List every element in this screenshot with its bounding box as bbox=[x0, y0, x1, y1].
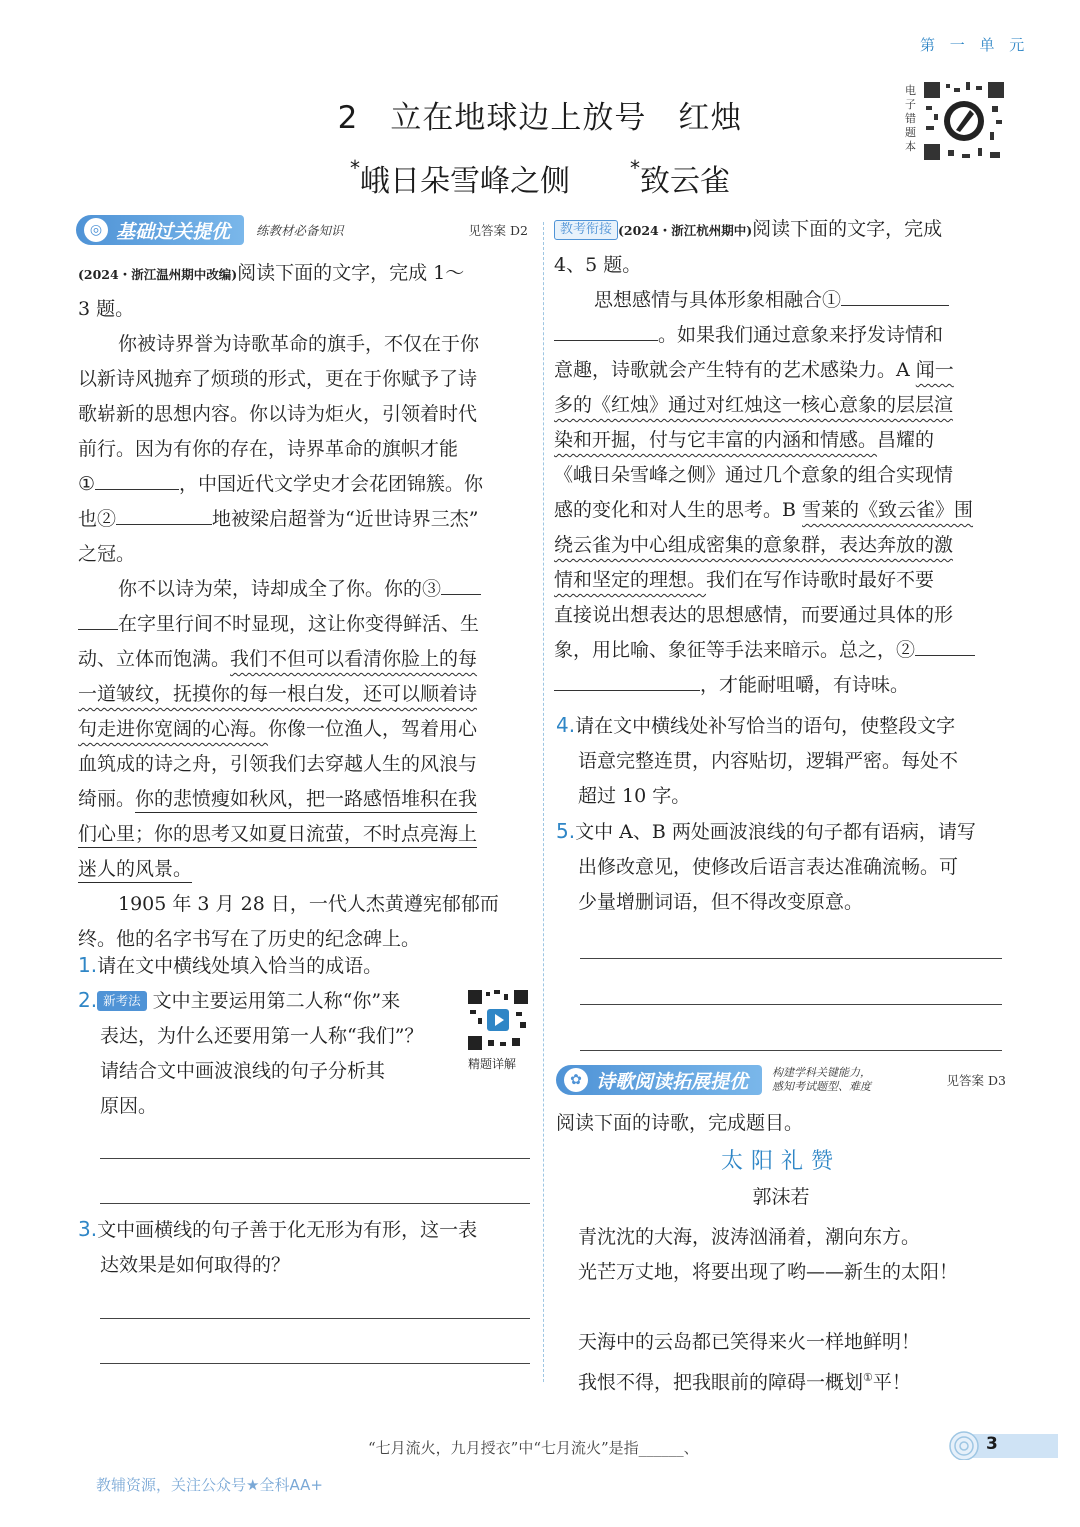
page-number: 3 bbox=[986, 1434, 998, 1454]
banner-title: 诗歌阅读拓展提优 bbox=[596, 1070, 749, 1093]
text-span: 你像一位渔人，驾着用心 bbox=[268, 718, 478, 740]
text-span: 绮丽。 bbox=[78, 788, 136, 810]
poem-line: 光芒万丈地，将要出现了哟——新生的太阳！ bbox=[578, 1261, 959, 1283]
fill-blank-3a[interactable] bbox=[441, 572, 481, 595]
fill-blank-3b[interactable] bbox=[78, 607, 118, 630]
text-span: 在字里行间不时显现，这让你变得鲜活、生 bbox=[118, 613, 480, 635]
text-span: 感的变化和对人生的思考。B bbox=[554, 499, 803, 521]
text-line bbox=[78, 712, 534, 747]
text-line: 以新诗风抛弃了烦琐的形式，更在于你赋予了诗 bbox=[78, 368, 478, 390]
text-line bbox=[78, 782, 534, 817]
target-icon: ◎ bbox=[84, 218, 108, 242]
text-line bbox=[554, 353, 1004, 388]
answer-ref: 见答案 D3 bbox=[946, 1073, 1006, 1088]
intro-text: 阅读下面的文字，完成 1～ bbox=[237, 262, 465, 284]
answer-line[interactable] bbox=[100, 1203, 530, 1204]
text-line: 你被诗界誉为诗歌革命的旗手，不仅在于你 bbox=[118, 333, 480, 355]
qr-caption: 精题详解 bbox=[468, 1057, 517, 1071]
question-number: 5. bbox=[556, 819, 576, 843]
text-line bbox=[554, 633, 1004, 668]
text-line: 1905 年 3 月 28 日，一代人杰黄遵宪郁郁而 bbox=[118, 893, 499, 915]
text-line bbox=[554, 668, 1004, 703]
text-line: 原因。 bbox=[100, 1095, 158, 1117]
fill-blank-1b[interactable] bbox=[554, 318, 658, 341]
text-line bbox=[554, 283, 1004, 318]
source-note: (2024・浙江温州期中改编) bbox=[78, 267, 238, 282]
poem-line: 天海中的云岛都已笑得来火一样地鲜明！ bbox=[578, 1331, 921, 1353]
lesson-title: 2 立在地球边上放号 红烛 bbox=[337, 100, 743, 136]
intro-text: 阅读下面的文字，完成 bbox=[752, 218, 943, 240]
wavy-sentence-a: 闻一 bbox=[915, 359, 954, 381]
text-line bbox=[554, 493, 1004, 528]
text-span: ，才能耐咀嚼，有诗味。 bbox=[700, 674, 910, 696]
text-span: 我恨不得，把我眼前的障碍一概划 bbox=[578, 1371, 864, 1394]
text-line: 语意完整连贯，内容贴切，逻辑严密。每处不 bbox=[578, 750, 959, 772]
text-span: 你不以诗为荣，诗却成全了你。你的③ bbox=[118, 578, 442, 600]
flower-icon: ✿ bbox=[564, 1068, 588, 1092]
source-note: (2024・浙江杭州期中) bbox=[618, 223, 753, 238]
answer-line[interactable] bbox=[580, 1050, 1002, 1051]
text-line bbox=[554, 212, 1004, 248]
question-text: 文中 A、B 两处画波浪线的句子都有语病，请写 bbox=[575, 821, 976, 843]
asterisk-mark: * bbox=[350, 156, 360, 180]
banner-pill bbox=[76, 215, 244, 245]
new-method-tag: 新考法 bbox=[97, 991, 147, 1011]
text-line: 《峨日朵雪峰之侧》通过几个意象的组合实现情 bbox=[554, 464, 954, 486]
fill-blank-2a[interactable] bbox=[915, 633, 975, 656]
text-line: 之冠。 bbox=[78, 543, 136, 565]
text-line bbox=[78, 467, 534, 502]
poem-body bbox=[578, 1220, 1008, 1400]
text-line: 血筑成的诗之舟，引领我们去穿越人生的风浪与 bbox=[78, 753, 478, 775]
text-line: 表达，为什么还要用第一人称“我们”？ bbox=[100, 1025, 424, 1047]
banner-sub-line: 构建学科关键能力， bbox=[772, 1066, 872, 1079]
question-number: 4. bbox=[556, 713, 576, 737]
question-number: 2. bbox=[78, 988, 98, 1012]
banner-sub bbox=[772, 1066, 871, 1094]
text-line bbox=[556, 708, 1006, 744]
text-line bbox=[78, 983, 458, 1019]
text-span: 平！ bbox=[872, 1371, 911, 1394]
text-line: 3 题。 bbox=[78, 298, 135, 320]
text-line: 超过 10 字。 bbox=[578, 785, 691, 807]
poem-title-b: 致云雀 bbox=[640, 164, 730, 199]
text-line: 达效果是如何取得的？ bbox=[100, 1254, 291, 1276]
text-line bbox=[554, 423, 1004, 458]
poem-author: 郭沫若 bbox=[752, 1186, 810, 1208]
question-5 bbox=[556, 814, 1006, 920]
text-line bbox=[78, 502, 534, 537]
text-line bbox=[554, 318, 1004, 353]
fill-blank-1[interactable] bbox=[95, 467, 179, 490]
question-number: 1. bbox=[78, 953, 98, 977]
banner-title: 基础过关提优 bbox=[116, 220, 231, 243]
poem-intro: 阅读下面的诗歌，完成题目。 bbox=[556, 1112, 804, 1134]
text-span: ，中国近代文学史才会花团锦簇。你 bbox=[179, 473, 484, 495]
banner-sub-line: 感知考试题型、难度 bbox=[772, 1080, 872, 1093]
footer-question: “七月流火，九月授衣”中“七月流火”是指______、 bbox=[368, 1439, 699, 1457]
blank-marker: ① bbox=[78, 473, 96, 495]
text-line bbox=[78, 572, 534, 607]
section-banner-poetry bbox=[556, 1064, 1006, 1096]
question-4 bbox=[556, 708, 1006, 814]
page-number-badge bbox=[948, 1430, 1058, 1460]
wavy-sentence-b: 绕云雀为中心组成密集的意象群，表达奔放的激 bbox=[554, 534, 954, 556]
promo-text: 教辅资源，关注公众号★全科AA+ bbox=[96, 1476, 323, 1494]
text-span: 象，用比喻、象征等手法来暗示。总之，② bbox=[554, 639, 916, 661]
text-line: 前行。因为有你的存在，诗界革命的旗帜才能 bbox=[78, 438, 459, 460]
section-banner-basic bbox=[76, 214, 528, 246]
text-line: 4、5 题。 bbox=[554, 254, 642, 276]
text-line: 终。他的名字书写在了历史的纪念碑上。 bbox=[78, 928, 421, 950]
poem-title: 太阳礼赞 bbox=[720, 1149, 841, 1174]
answer-line[interactable] bbox=[580, 958, 1002, 959]
poem-title-a: 峨日朵雪峰之侧 bbox=[360, 164, 570, 199]
answer-line[interactable] bbox=[100, 1158, 530, 1159]
unit-label: 第 一 单 元 bbox=[920, 36, 1030, 54]
fill-blank-1a[interactable] bbox=[841, 283, 949, 306]
text-line: 歌崭新的思想内容。你以诗为炬火，引领着时代 bbox=[78, 403, 478, 425]
column-divider bbox=[543, 222, 544, 1382]
wavy-sentence-b: 雪莱的《致云雀》围 bbox=[802, 499, 974, 521]
banner-sub: 练教材必备知识 bbox=[256, 223, 344, 238]
text-span: 思想感情与具体形象相融合① bbox=[594, 289, 842, 311]
fill-blank-2b[interactable] bbox=[554, 668, 700, 691]
footnote-mark: ① bbox=[863, 1371, 873, 1384]
qr-label: 电子错题本 bbox=[905, 84, 916, 153]
answer-line[interactable] bbox=[100, 1363, 530, 1364]
question-1 bbox=[78, 948, 534, 984]
wavy-sentence: 我们不但可以看清你脸上的每 bbox=[230, 648, 478, 670]
text-span: 意趣，诗歌就会产生特有的艺术感染力。A bbox=[554, 359, 916, 381]
qr-code-icon[interactable] bbox=[466, 988, 530, 1052]
poem-line: 青沈沈的大海，波涛汹涌着，潮向东方。 bbox=[578, 1226, 921, 1248]
poem-stanza-break bbox=[578, 1290, 1008, 1325]
text-line: 直接说出想表达的思想感情，而要通过具体的形 bbox=[554, 604, 954, 626]
text-line bbox=[78, 642, 534, 677]
text-line bbox=[78, 1212, 534, 1248]
text-line bbox=[78, 607, 534, 642]
text-span: 地被梁启超誉为“近世诗界三杰” bbox=[212, 508, 479, 530]
question-text: 文中主要运用第二人称“你”来 bbox=[152, 990, 401, 1012]
answer-ref: 见答案 D2 bbox=[468, 223, 528, 238]
exam-link-tag: 教考衔接 bbox=[554, 220, 618, 240]
underlined-sentence: 迷人的风景。 bbox=[78, 858, 193, 880]
text-span: 昌耀的 bbox=[877, 429, 935, 451]
underlined-sentence: 你的悲愤瘦如秋风，把一路感悟堆积在我 bbox=[135, 788, 478, 810]
question-text: 请在文中横线处补写恰当的语句，使整段文字 bbox=[575, 715, 956, 737]
question-2 bbox=[78, 983, 458, 1124]
poem-line bbox=[578, 1360, 1008, 1400]
wavy-sentence-b: 情和坚定的理想。 bbox=[554, 569, 707, 591]
wavy-sentence: 一道皱纹，抚摸你的每一根白发，还可以顺着诗 bbox=[78, 683, 478, 705]
wavy-sentence-a: 染和开掘，付与它丰富的内涵和情感。 bbox=[554, 429, 878, 451]
lesson-subtitle bbox=[0, 156, 1080, 200]
underlined-sentence: 们心里；你的思考又如夏日流萤，不时点亮海上 bbox=[78, 823, 478, 845]
text-line bbox=[556, 814, 1006, 850]
text-line: 请结合文中画波浪线的句子分析其 bbox=[100, 1060, 386, 1082]
fill-blank-2[interactable] bbox=[116, 502, 212, 525]
question-text: 请在文中横线处填入恰当的成语。 bbox=[97, 955, 383, 977]
text-span: 我们在写作诗歌时最好不要 bbox=[706, 569, 935, 591]
blank-marker: 也② bbox=[78, 508, 117, 530]
question-3 bbox=[78, 1212, 534, 1283]
text-span: 。如果我们通过意象来抒发诗情和 bbox=[658, 324, 944, 346]
answer-line[interactable] bbox=[100, 1318, 530, 1319]
question-text: 文中画横线的句子善于化无形为有形，这一表 bbox=[97, 1219, 478, 1241]
text-span: 动、立体而饱满。 bbox=[78, 648, 231, 670]
right-passage bbox=[554, 212, 1004, 703]
text-line: 少量增删词语，但不得改变原意。 bbox=[578, 891, 864, 913]
wavy-sentence-a: 多的《红烛》通过对红烛这一核心意象的层层渲 bbox=[554, 394, 954, 416]
asterisk-mark: * bbox=[630, 156, 640, 180]
question-number: 3. bbox=[78, 1217, 98, 1241]
text-line: 出修改意见，使修改后语言表达准确流畅。可 bbox=[578, 856, 959, 878]
left-passage bbox=[78, 256, 534, 957]
wavy-sentence: 句走进你宽阔的心海。 bbox=[78, 718, 269, 740]
answer-line[interactable] bbox=[580, 1004, 1002, 1005]
text-line bbox=[78, 256, 534, 292]
banner-pill bbox=[556, 1065, 762, 1095]
text-line bbox=[554, 563, 1004, 598]
